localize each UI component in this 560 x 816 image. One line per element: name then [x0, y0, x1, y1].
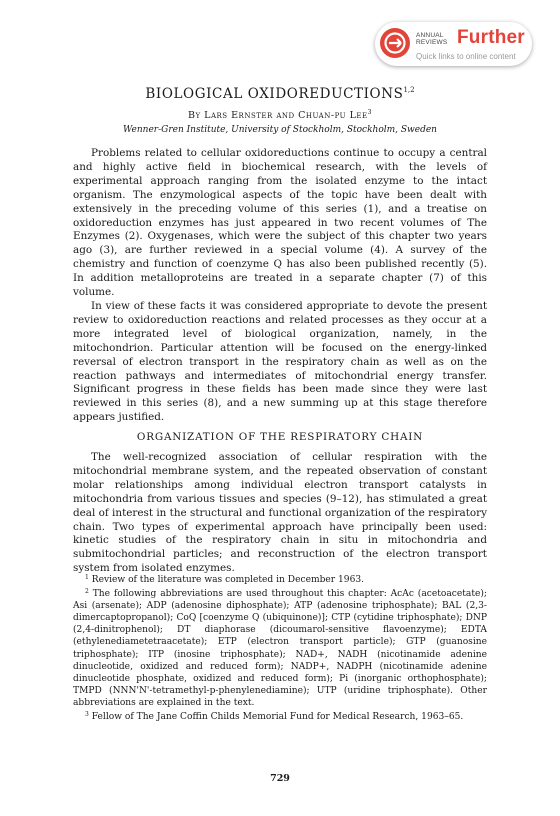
page-number: 729 — [270, 773, 290, 784]
title-footnote-marks: 1,2 — [403, 86, 415, 94]
further-quick-links-badge[interactable] — [375, 22, 532, 66]
further-brand-label: Further — [457, 27, 525, 48]
quick-links-label: Quick links to online content — [416, 52, 516, 61]
article-title — [70, 86, 490, 102]
author-affiliation: Wenner-Gren Institute, University of Stockholm, Stockholm, Sweden — [123, 125, 437, 135]
footnote-mark: 2 — [85, 588, 89, 596]
article-title-text: BIOLOGICAL OXIDOREDUCTIONS — [145, 86, 404, 102]
body-paragraph: In view of these facts it was considered appropriate to devote the present review to oxidoreduction reactions and related processes as they occur at a more integrated level of biological organization, namely, in the mitochondrion. Particular attention will be focused on the energy-linked reversal of electron transport in the respiratory chain as well as on the reaction pathways and intermediates of mitochondrial energy transfer. Significant progress in these fields has been made since they were last reviewed in this series (8), and a new summing up at this stage therefore appears justified. — [73, 299, 487, 424]
footnote-text: Fellow of The Jane Coffin Childs Memorial Fund for Medical Research, 1963–65. — [91, 712, 464, 723]
footnote-text: The following abbreviations are used throughout this chapter: AcAc (acetoacetate); Asi (arsenate); ADP (adenosine diphosphate); ATP (adenosine triphosphate); BAL (2,3-dimercaptopropanol); CoQ [coenzyme Q (ubiquinone)]; CTP (cytidine triphosphate); DNP (2,4-dinitrophenol); DT diaphorase (dicoumarol-sensitive flavoenzyme); EDTA (ethylenediametetraacetate); ETP (electron transport particle); GTP (guanosine triphosphate); ITP (inosine triphosphate); NAD+, NADH (nicotinamide adenine dinucleotide, oxidized and reduced form); NADP+, NADPH (nicotinamide adenine dinucleotide phosphate, oxidized and reduced form); Pi (inorganic orthophosphate); TMPD (NNN'N'-tetramethyl-p-phenylenediamine); UTP (uridine triphosphate). Other abbreviations are explained in the text. — [73, 589, 487, 708]
footnote-2 — [73, 586, 487, 709]
body-paragraph: Problems related to cellular oxidoreductions continue to occupy a central and highly active field in biochemical research, with the levels of experimental approach ranging from the isolated enzyme to the intact organism. The enzymological aspects of the topic have been dealt with extensively in the preceding volume of this series (1), and a treatise on oxidoreduction enzymes has just appeared in two recent volumes of The Enzymes (2). Oxygenases, which were the subject of this chapter two years ago (3), are further reviewed in a special volume (4). A survey of the chemistry and function of coenzyme Q has also been published recently (5). In addition metalloproteins are treated in a separate chapter (7) of this volume. — [73, 147, 487, 299]
further-logo-icon — [380, 28, 410, 58]
annual-reviews-wordmark: ANNUAL REVIEWS — [416, 32, 448, 46]
article-body — [73, 147, 487, 576]
section-heading: ORGANIZATION OF THE RESPIRATORY CHAIN — [136, 431, 424, 444]
footnote-3 — [73, 709, 487, 723]
body-paragraph: The well-recognized association of cellular respiration with the mitochondrial membrane system, and the repeated observation of constant molar relationships among individual electron transport catalysts in mitochondria from various tissues and species (9–12), has stimulated a great deal of interest in the structural and functional organization of the respiratory chain. Two types of experimental approach have principally been used: kinetic studies of the respiratory chain in situ in mitochondria and submitochondrial particles; and reconstruction of the electron transport system from isolated enzymes. — [73, 451, 487, 575]
footnote-mark: 1 — [85, 574, 89, 581]
author-footnote-mark: 3 — [367, 109, 372, 116]
footnote-text: Review of the literature was completed in December 1963. — [91, 575, 365, 585]
footnote-1 — [73, 572, 487, 586]
footnotes — [73, 572, 487, 723]
article-authors — [70, 109, 490, 121]
footnote-mark: 3 — [85, 711, 89, 719]
authors-text: By Lars Ernster and Chuan-pu Lee — [188, 110, 368, 121]
